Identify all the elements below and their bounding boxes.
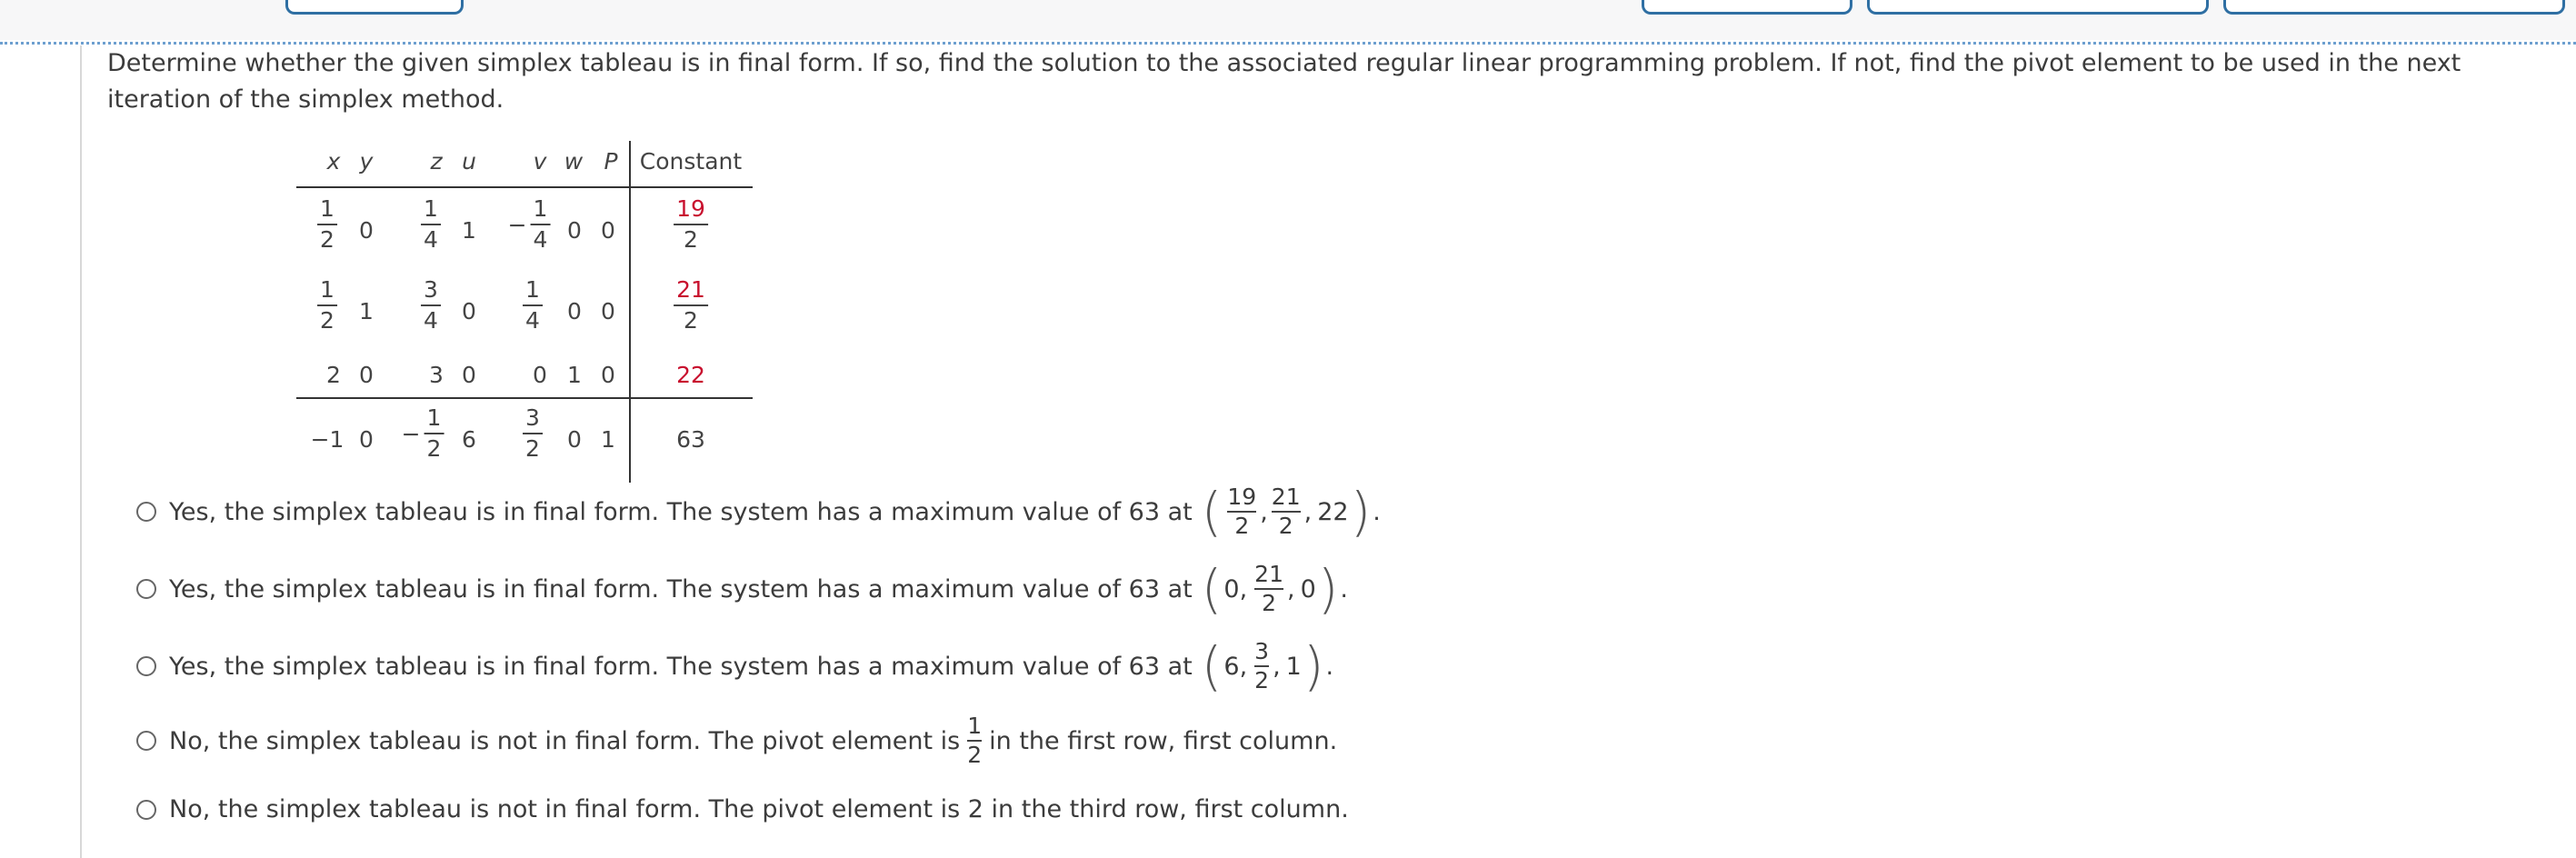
option-2-point: ( 0 , 21 2 , 0 ) . [1201,558,1348,621]
radio-button[interactable] [136,731,156,751]
toolbar-button-3[interactable] [1867,0,2209,15]
r3-p: 0 [601,362,615,388]
r1-v: − $\frac{1}{4}$ [508,197,551,253]
r2-w: 0 [567,298,582,324]
r3-u: 0 [462,362,476,388]
r2-y: 1 [359,298,374,324]
tableau-top-rule [296,186,753,188]
r3-z: 3 [429,362,444,388]
option-2-text: Yes, the simplex tableau is in final form. The system has a maximum value of 63 at [169,574,1193,604]
radio-button[interactable] [136,800,156,820]
r3-x: 2 [326,362,341,388]
r2-x: $\frac{1}{2}$ [317,278,337,334]
tableau-objective-rule [296,397,753,399]
option-5[interactable] [136,795,1349,823]
r4-u: 6 [462,426,476,453]
toolbar-button-1[interactable] [285,0,464,15]
r1-z: $\frac{1}{4}$ [421,197,441,253]
option-2[interactable] [136,558,1348,621]
option-4-pivot-fraction: 1 2 [967,713,983,769]
r3-v: 0 [533,362,547,388]
r1-w: 0 [567,217,582,244]
radio-button[interactable] [136,656,156,676]
left-margin-rule [80,45,82,858]
option-4[interactable] [136,714,1337,768]
header-x: x [326,148,341,175]
dotted-divider [0,42,2576,45]
r4-w: 0 [567,426,582,453]
option-1-point: ( 19 2 , 21 2 , 22 ) . [1201,481,1381,544]
r2-constant: $\frac{21}{2}$ [674,278,708,334]
option-3-text: Yes, the simplex tableau is in final form. The system has a maximum value of 63 at [169,652,1193,681]
simplex-tableau [296,141,756,483]
toolbar-button-2[interactable] [1642,0,1852,15]
r1-p: 0 [601,217,615,244]
header-p: P [604,148,618,175]
option-4-text-before: No, the simplex tableau is not in final form. The pivot element is [169,726,961,755]
r1-constant: $\frac{19}{2}$ [674,197,708,253]
r4-z: − $\frac{1}{2}$ [402,406,444,462]
r2-p: 0 [601,298,615,324]
r4-v: $\frac{3}{2}$ [523,406,543,462]
r1-x: $\frac{1}{2}$ [317,197,337,253]
top-toolbar [0,0,2576,40]
r3-constant: 22 [676,362,705,388]
r1-y: 0 [359,217,374,244]
radio-button[interactable] [136,502,156,522]
header-u: u [462,148,476,175]
r1-u: 1 [462,217,476,244]
option-3-point: ( 6 , 3 2 , 1 ) . [1201,635,1334,698]
option-3[interactable] [136,635,1334,698]
option-1-text: Yes, the simplex tableau is in final form. The system has a maximum value of 63 at [169,497,1193,526]
option-4-text-after: in the first row, first column. [989,726,1338,755]
option-1[interactable] [136,481,1381,544]
r4-x: −1 [310,426,344,453]
r2-v: $\frac{1}{4}$ [523,278,543,334]
header-y: y [359,148,374,175]
r4-y: 0 [359,426,374,453]
header-z: z [430,148,443,175]
question-text: Determine whether the given simplex tableau is in final form. If so, find the solution to the associated regular linear programming problem. If not, find the pivot element to be used in the next iteration of the simplex method. [107,49,2461,114]
option-5-text: No, the simplex tableau is not in final form. The pivot element is 2 in the third row, first column. [169,795,1349,823]
r3-y: 0 [359,362,374,388]
radio-button[interactable] [136,579,156,599]
r2-u: 0 [462,298,476,324]
header-constant: Constant [639,148,743,175]
r4-constant: 63 [676,426,705,453]
header-w: w [564,148,584,175]
r3-w: 1 [567,362,582,388]
r4-p: 1 [601,426,615,453]
header-v: v [533,148,547,175]
r2-z: $\frac{3}{4}$ [421,278,441,334]
tableau-vertical-rule [629,141,631,483]
toolbar-button-4[interactable] [2223,0,2565,15]
